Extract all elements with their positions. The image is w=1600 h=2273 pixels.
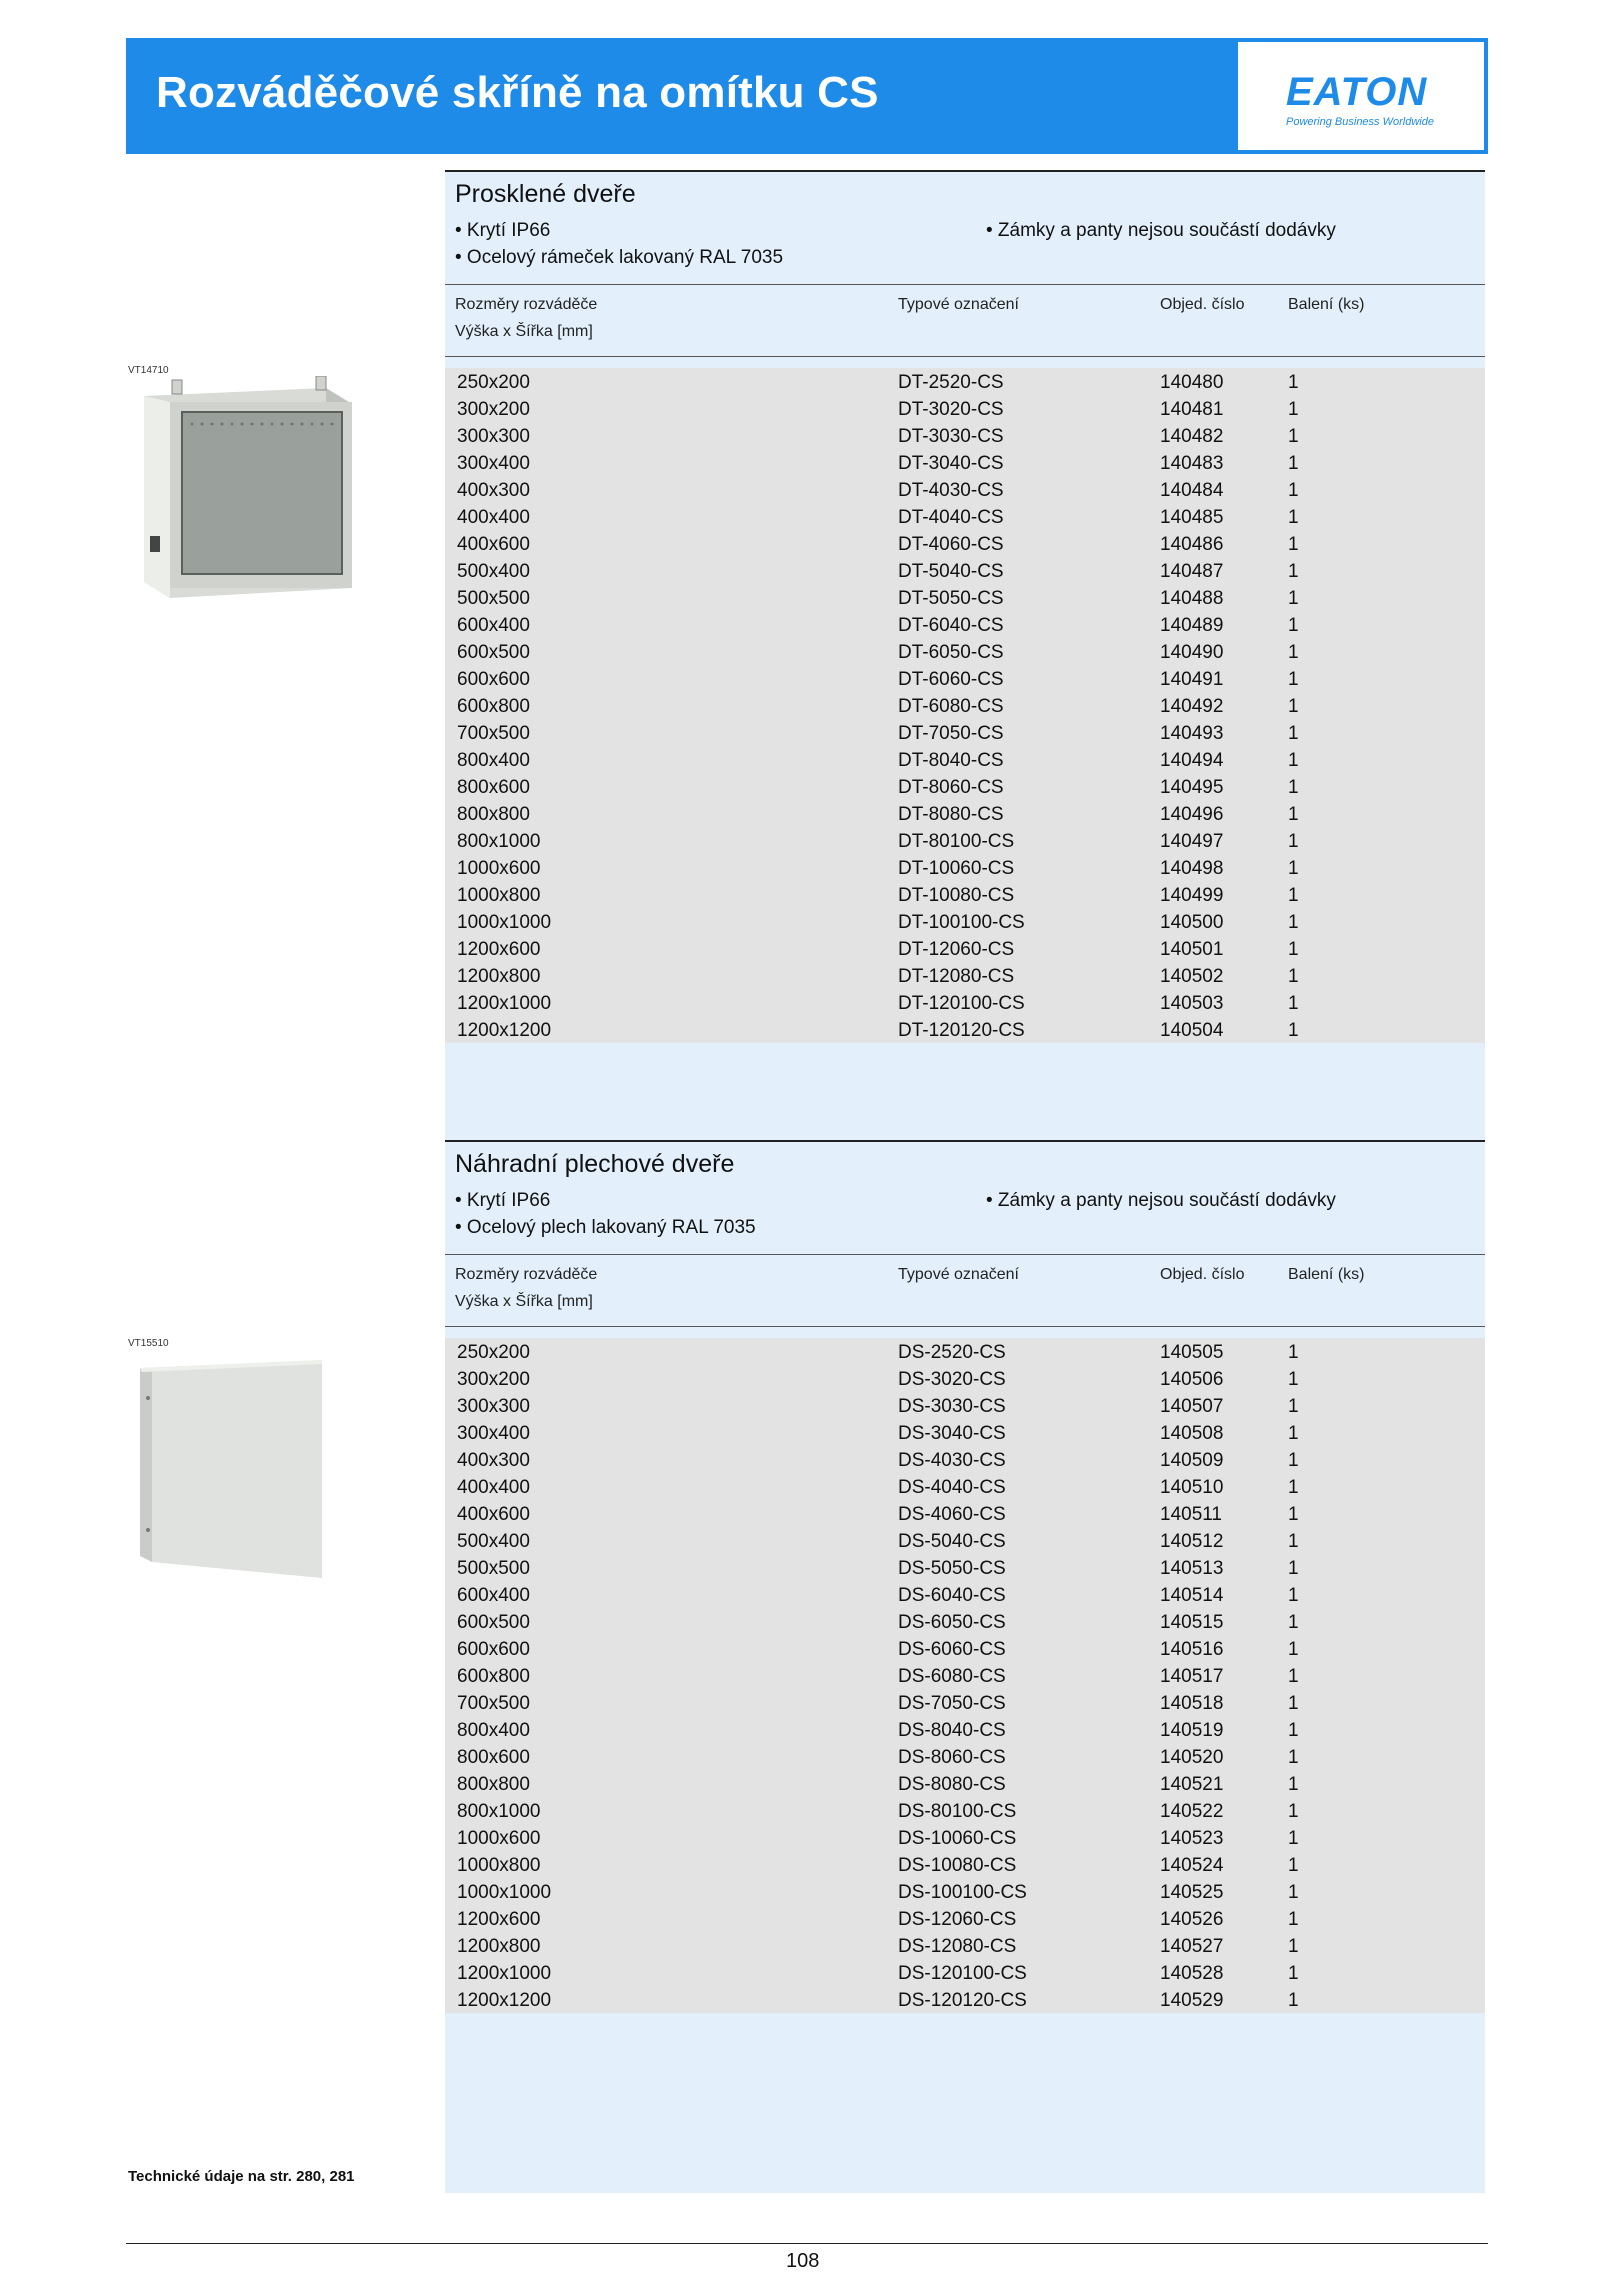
type-designation-cell: DT-10080-CS — [898, 885, 1015, 906]
table-row — [445, 1959, 1485, 1986]
packaging-cell: 1 — [1288, 1504, 1299, 1525]
packaging-cell: 1 — [1288, 615, 1299, 636]
packaging-cell: 1 — [1288, 966, 1299, 987]
dimension-cell: 800x1000 — [457, 831, 541, 852]
packaging-cell: 1 — [1288, 453, 1299, 474]
dimension-cell: 300x300 — [457, 426, 530, 447]
dimension-cell: 1000x800 — [457, 1855, 541, 1876]
feature-bullet: • Zámky a panty nejsou součástí dodávky — [986, 1190, 1336, 1211]
dimension-cell: 400x400 — [457, 1477, 530, 1498]
type-designation-cell: DS-4060-CS — [898, 1504, 1006, 1525]
order-number-cell: 140505 — [1160, 1342, 1224, 1363]
table-row — [445, 638, 1485, 665]
feature-bullet: • Ocelový rámeček lakovaný RAL 7035 — [455, 247, 784, 268]
dimension-cell: 1200x800 — [457, 966, 541, 987]
dimension-cell: 800x800 — [457, 804, 530, 825]
type-designation-cell: DT-8080-CS — [898, 804, 1004, 825]
order-number-cell: 140516 — [1160, 1639, 1224, 1660]
order-number-cell: 140486 — [1160, 534, 1224, 555]
order-number-cell: 140523 — [1160, 1828, 1224, 1849]
divider — [445, 356, 1485, 357]
dimension-cell: 400x300 — [457, 1450, 530, 1471]
type-designation-cell: DS-120100-CS — [898, 1963, 1027, 1984]
order-number-cell: 140487 — [1160, 561, 1224, 582]
type-designation-cell: DS-3020-CS — [898, 1369, 1006, 1390]
type-designation-cell: DS-5040-CS — [898, 1531, 1006, 1552]
type-designation-cell: DT-4040-CS — [898, 507, 1004, 528]
type-designation-cell: DS-10080-CS — [898, 1855, 1017, 1876]
order-number-cell: 140522 — [1160, 1801, 1224, 1822]
table-row — [445, 1608, 1485, 1635]
section-sheet-doors — [445, 1140, 1485, 2193]
type-designation-cell: DT-6060-CS — [898, 669, 1004, 690]
packaging-cell: 1 — [1288, 1747, 1299, 1768]
dimension-cell: 250x200 — [457, 372, 530, 393]
table-row — [445, 1338, 1485, 1365]
table-row — [445, 1824, 1485, 1851]
section-title: Náhradní plechové dveře — [455, 1150, 735, 1178]
table-row — [445, 1016, 1485, 1043]
type-designation-cell: DS-6060-CS — [898, 1639, 1006, 1660]
footer-rule — [126, 2243, 1488, 2244]
dimension-cell: 1000x600 — [457, 1828, 541, 1849]
page-title: Rozváděčové skříně na omítku CS — [156, 68, 879, 117]
dimension-cell: 250x200 — [457, 1342, 530, 1363]
type-designation-cell: DS-5050-CS — [898, 1558, 1006, 1579]
packaging-cell: 1 — [1288, 1963, 1299, 1984]
table-row — [445, 1905, 1485, 1932]
order-number-cell: 140497 — [1160, 831, 1224, 852]
dimension-cell: 400x600 — [457, 534, 530, 555]
packaging-cell: 1 — [1288, 1855, 1299, 1876]
dimension-cell: 1000x1000 — [457, 1882, 552, 1903]
type-designation-cell: DS-100100-CS — [898, 1882, 1027, 1903]
packaging-cell: 1 — [1288, 588, 1299, 609]
type-designation-cell: DT-6080-CS — [898, 696, 1004, 717]
table-row — [445, 665, 1485, 692]
type-designation-cell: DT-8060-CS — [898, 777, 1004, 798]
type-designation-cell: DT-7050-CS — [898, 723, 1004, 744]
table-row — [445, 368, 1485, 395]
table-row — [445, 1419, 1485, 1446]
page-number: 108 — [786, 2250, 820, 2272]
dimension-cell: 500x500 — [457, 1558, 530, 1579]
packaging-cell: 1 — [1288, 642, 1299, 663]
order-number-cell: 140483 — [1160, 453, 1224, 474]
image-label: VT14710 — [128, 365, 169, 376]
table-row — [445, 881, 1485, 908]
feature-bullet: • Ocelový plech lakovaný RAL 7035 — [455, 1217, 756, 1238]
type-designation-cell: DT-3030-CS — [898, 426, 1004, 447]
order-number-cell: 140480 — [1160, 372, 1224, 393]
section-title: Prosklené dveře — [455, 180, 636, 208]
table-row — [445, 476, 1485, 503]
packaging-cell: 1 — [1288, 480, 1299, 501]
type-designation-cell: DT-2520-CS — [898, 372, 1004, 393]
dimension-cell: 600x800 — [457, 696, 530, 717]
dimension-cell: 1200x600 — [457, 1909, 541, 1930]
table-row — [445, 827, 1485, 854]
type-designation-cell: DS-3040-CS — [898, 1423, 1006, 1444]
order-number-cell: 140490 — [1160, 642, 1224, 663]
type-designation-cell: DS-3030-CS — [898, 1396, 1006, 1417]
table-row — [445, 935, 1485, 962]
packaging-cell: 1 — [1288, 534, 1299, 555]
packaging-cell: 1 — [1288, 750, 1299, 771]
order-number-cell: 140510 — [1160, 1477, 1224, 1498]
packaging-cell: 1 — [1288, 1801, 1299, 1822]
packaging-cell: 1 — [1288, 561, 1299, 582]
order-number-cell: 140526 — [1160, 1909, 1224, 1930]
logo-wordmark: EATON — [1286, 70, 1428, 114]
packaging-cell: 1 — [1288, 1990, 1299, 2011]
packaging-cell: 1 — [1288, 1774, 1299, 1795]
col-header-type: Typové označení — [898, 1266, 1019, 1283]
order-number-cell: 140508 — [1160, 1423, 1224, 1444]
type-designation-cell: DS-12060-CS — [898, 1909, 1017, 1930]
order-number-cell: 140504 — [1160, 1020, 1224, 1041]
order-number-cell: 140500 — [1160, 912, 1224, 933]
col-header-type: Typové označení — [898, 296, 1019, 313]
order-number-cell: 140493 — [1160, 723, 1224, 744]
dimension-cell: 1000x1000 — [457, 912, 552, 933]
dimension-cell: 300x200 — [457, 399, 530, 420]
divider — [445, 284, 1485, 285]
dimension-cell: 1000x600 — [457, 858, 541, 879]
table-row — [445, 800, 1485, 827]
table-row — [445, 1986, 1485, 2013]
order-number-cell: 140484 — [1160, 480, 1224, 501]
section-top-rule — [445, 170, 1485, 172]
table-row — [445, 1581, 1485, 1608]
type-designation-cell: DS-12080-CS — [898, 1936, 1017, 1957]
packaging-cell: 1 — [1288, 1828, 1299, 1849]
dimension-cell: 600x500 — [457, 1612, 530, 1633]
col-header-order-number: Objed. číslo — [1160, 296, 1245, 313]
order-number-cell: 140509 — [1160, 1450, 1224, 1471]
type-designation-cell: DT-5050-CS — [898, 588, 1004, 609]
order-number-cell: 140513 — [1160, 1558, 1224, 1579]
packaging-cell: 1 — [1288, 696, 1299, 717]
table-row — [445, 611, 1485, 638]
table-row — [445, 1716, 1485, 1743]
packaging-cell: 1 — [1288, 1585, 1299, 1606]
order-number-cell: 140525 — [1160, 1882, 1224, 1903]
packaging-cell: 1 — [1288, 1882, 1299, 1903]
dimension-cell: 400x300 — [457, 480, 530, 501]
order-number-cell: 140518 — [1160, 1693, 1224, 1714]
type-designation-cell: DT-5040-CS — [898, 561, 1004, 582]
table-row — [445, 854, 1485, 881]
dimension-cell: 500x400 — [457, 561, 530, 582]
product-table — [445, 368, 1485, 1043]
table-row — [445, 557, 1485, 584]
table-row — [445, 395, 1485, 422]
type-designation-cell: DS-120120-CS — [898, 1990, 1027, 2011]
type-designation-cell: DS-10060-CS — [898, 1828, 1017, 1849]
packaging-cell: 1 — [1288, 1396, 1299, 1417]
type-designation-cell: DT-120100-CS — [898, 993, 1025, 1014]
order-number-cell: 140514 — [1160, 1585, 1224, 1606]
order-number-cell: 140492 — [1160, 696, 1224, 717]
table-row — [445, 908, 1485, 935]
table-row — [445, 1932, 1485, 1959]
table-row — [445, 719, 1485, 746]
type-designation-cell: DT-4030-CS — [898, 480, 1004, 501]
dimension-cell: 1200x800 — [457, 1936, 541, 1957]
packaging-cell: 1 — [1288, 1020, 1299, 1041]
dimension-cell: 800x600 — [457, 777, 530, 798]
type-designation-cell: DS-8040-CS — [898, 1720, 1006, 1741]
divider — [445, 1254, 1485, 1255]
technical-data-note: Technické údaje na str. 280, 281 — [128, 2168, 355, 2185]
type-designation-cell: DS-7050-CS — [898, 1693, 1006, 1714]
table-row — [445, 1554, 1485, 1581]
packaging-cell: 1 — [1288, 912, 1299, 933]
table-row — [445, 530, 1485, 557]
order-number-cell: 140502 — [1160, 966, 1224, 987]
packaging-cell: 1 — [1288, 507, 1299, 528]
dimension-cell: 700x500 — [457, 723, 530, 744]
table-row — [445, 1797, 1485, 1824]
dimension-cell: 300x200 — [457, 1369, 530, 1390]
table-row — [445, 1635, 1485, 1662]
type-designation-cell: DS-2520-CS — [898, 1342, 1006, 1363]
order-number-cell: 140515 — [1160, 1612, 1224, 1633]
type-designation-cell: DT-3020-CS — [898, 399, 1004, 420]
packaging-cell: 1 — [1288, 858, 1299, 879]
type-designation-cell: DS-8060-CS — [898, 1747, 1006, 1768]
order-number-cell: 140488 — [1160, 588, 1224, 609]
dimension-cell: 400x400 — [457, 507, 530, 528]
type-designation-cell: DT-3040-CS — [898, 453, 1004, 474]
dimension-cell: 1000x800 — [457, 885, 541, 906]
col-header-order-number: Objed. číslo — [1160, 1266, 1245, 1283]
section-glazed-doors — [445, 170, 1485, 1140]
packaging-cell: 1 — [1288, 831, 1299, 852]
order-number-cell: 140495 — [1160, 777, 1224, 798]
col-header-dimensions: Rozměry rozváděče — [455, 296, 598, 313]
order-number-cell: 140519 — [1160, 1720, 1224, 1741]
table-row — [445, 1365, 1485, 1392]
type-designation-cell: DT-80100-CS — [898, 831, 1015, 852]
dimension-cell: 800x1000 — [457, 1801, 541, 1822]
dimension-cell: 1200x600 — [457, 939, 541, 960]
packaging-cell: 1 — [1288, 1639, 1299, 1660]
table-row — [445, 1473, 1485, 1500]
packaging-cell: 1 — [1288, 993, 1299, 1014]
table-row — [445, 1878, 1485, 1905]
dimension-cell: 600x600 — [457, 669, 530, 690]
type-designation-cell: DS-80100-CS — [898, 1801, 1017, 1822]
order-number-cell: 140496 — [1160, 804, 1224, 825]
packaging-cell: 1 — [1288, 426, 1299, 447]
dimension-cell: 600x500 — [457, 642, 530, 663]
dimension-cell: 400x600 — [457, 1504, 530, 1525]
type-designation-cell: DT-8040-CS — [898, 750, 1004, 771]
col-header-packaging: Balení (ks) — [1288, 1266, 1365, 1283]
dimension-cell: 600x800 — [457, 1666, 530, 1687]
order-number-cell: 140524 — [1160, 1855, 1224, 1876]
table-row — [445, 584, 1485, 611]
dimension-cell: 600x400 — [457, 615, 530, 636]
section-top-rule — [445, 1140, 1485, 1142]
dimension-cell: 500x500 — [457, 588, 530, 609]
order-number-cell: 140503 — [1160, 993, 1224, 1014]
logo-tagline: Powering Business Worldwide — [1286, 116, 1434, 128]
dimension-cell: 600x400 — [457, 1585, 530, 1606]
table-row — [445, 1392, 1485, 1419]
packaging-cell: 1 — [1288, 1720, 1299, 1741]
table-row — [445, 449, 1485, 476]
type-designation-cell: DS-6050-CS — [898, 1612, 1006, 1633]
dimension-cell: 1200x1200 — [457, 1990, 552, 2011]
feature-bullet: • Krytí IP66 — [455, 1190, 551, 1211]
packaging-cell: 1 — [1288, 1666, 1299, 1687]
type-designation-cell: DT-12080-CS — [898, 966, 1015, 987]
dimension-cell: 800x400 — [457, 750, 530, 771]
packaging-cell: 1 — [1288, 1450, 1299, 1471]
table-row — [445, 746, 1485, 773]
dimension-cell: 300x300 — [457, 1396, 530, 1417]
dimension-cell: 300x400 — [457, 453, 530, 474]
type-designation-cell: DT-6050-CS — [898, 642, 1004, 663]
packaging-cell: 1 — [1288, 804, 1299, 825]
order-number-cell: 140520 — [1160, 1747, 1224, 1768]
packaging-cell: 1 — [1288, 1693, 1299, 1714]
dimension-cell: 600x600 — [457, 1639, 530, 1660]
packaging-cell: 1 — [1288, 372, 1299, 393]
order-number-cell: 140485 — [1160, 507, 1224, 528]
dimension-cell: 1200x1000 — [457, 1963, 552, 1984]
sheet-door-image — [130, 1350, 330, 1580]
order-number-cell: 140512 — [1160, 1531, 1224, 1552]
type-designation-cell: DT-12060-CS — [898, 939, 1015, 960]
table-row — [445, 1500, 1485, 1527]
packaging-cell: 1 — [1288, 1531, 1299, 1552]
packaging-cell: 1 — [1288, 1477, 1299, 1498]
type-designation-cell: DS-4040-CS — [898, 1477, 1006, 1498]
table-row — [445, 1770, 1485, 1797]
table-row — [445, 1851, 1485, 1878]
order-number-cell: 140507 — [1160, 1396, 1224, 1417]
table-row — [445, 692, 1485, 719]
order-number-cell: 140499 — [1160, 885, 1224, 906]
order-number-cell: 140527 — [1160, 1936, 1224, 1957]
dimension-cell: 1200x1000 — [457, 993, 552, 1014]
packaging-cell: 1 — [1288, 1558, 1299, 1579]
image-label: VT15510 — [128, 1338, 169, 1349]
table-row — [445, 962, 1485, 989]
table-row — [445, 773, 1485, 800]
feature-bullet: • Krytí IP66 — [455, 220, 551, 241]
order-number-cell: 140529 — [1160, 1990, 1224, 2011]
dimension-cell: 700x500 — [457, 1693, 530, 1714]
order-number-cell: 140521 — [1160, 1774, 1224, 1795]
order-number-cell: 140494 — [1160, 750, 1224, 771]
packaging-cell: 1 — [1288, 1612, 1299, 1633]
dimension-cell: 1200x1200 — [457, 1020, 552, 1041]
type-designation-cell: DT-4060-CS — [898, 534, 1004, 555]
product-table — [445, 1338, 1485, 2013]
col-header-dimensions: Rozměry rozváděče — [455, 1266, 598, 1283]
order-number-cell: 140517 — [1160, 1666, 1224, 1687]
table-row — [445, 1527, 1485, 1554]
order-number-cell: 140489 — [1160, 615, 1224, 636]
dimension-cell: 800x600 — [457, 1747, 530, 1768]
type-designation-cell: DS-4030-CS — [898, 1450, 1006, 1471]
type-designation-cell: DT-6040-CS — [898, 615, 1004, 636]
order-number-cell: 140481 — [1160, 399, 1224, 420]
packaging-cell: 1 — [1288, 1936, 1299, 1957]
packaging-cell: 1 — [1288, 669, 1299, 690]
table-row — [445, 1743, 1485, 1770]
dimension-cell: 500x400 — [457, 1531, 530, 1552]
dimension-cell: 800x800 — [457, 1774, 530, 1795]
type-designation-cell: DS-6040-CS — [898, 1585, 1006, 1606]
packaging-cell: 1 — [1288, 1909, 1299, 1930]
type-designation-cell: DT-120120-CS — [898, 1020, 1025, 1041]
packaging-cell: 1 — [1288, 777, 1299, 798]
order-number-cell: 140491 — [1160, 669, 1224, 690]
packaging-cell: 1 — [1288, 885, 1299, 906]
eaton-logo — [1238, 42, 1484, 150]
table-row — [445, 1689, 1485, 1716]
packaging-cell: 1 — [1288, 1342, 1299, 1363]
packaging-cell: 1 — [1288, 723, 1299, 744]
divider — [445, 1326, 1485, 1327]
page-header — [126, 38, 1488, 154]
table-row — [445, 989, 1485, 1016]
glazed-door-enclosure-image — [130, 376, 358, 600]
packaging-cell: 1 — [1288, 939, 1299, 960]
type-designation-cell: DS-6080-CS — [898, 1666, 1006, 1687]
table-row — [445, 1446, 1485, 1473]
table-row — [445, 422, 1485, 449]
packaging-cell: 1 — [1288, 1423, 1299, 1444]
order-number-cell: 140528 — [1160, 1963, 1224, 1984]
order-number-cell: 140498 — [1160, 858, 1224, 879]
col-header-dimensions-sub: Výška x Šířka [mm] — [455, 323, 593, 340]
packaging-cell: 1 — [1288, 399, 1299, 420]
order-number-cell: 140506 — [1160, 1369, 1224, 1390]
order-number-cell: 140501 — [1160, 939, 1224, 960]
packaging-cell: 1 — [1288, 1369, 1299, 1390]
order-number-cell: 140482 — [1160, 426, 1224, 447]
col-header-packaging: Balení (ks) — [1288, 296, 1365, 313]
type-designation-cell: DS-8080-CS — [898, 1774, 1006, 1795]
dimension-cell: 800x400 — [457, 1720, 530, 1741]
dimension-cell: 300x400 — [457, 1423, 530, 1444]
type-designation-cell: DT-10060-CS — [898, 858, 1015, 879]
order-number-cell: 140511 — [1160, 1504, 1222, 1525]
col-header-dimensions-sub: Výška x Šířka [mm] — [455, 1293, 593, 1310]
table-row — [445, 1662, 1485, 1689]
feature-bullet: • Zámky a panty nejsou součástí dodávky — [986, 220, 1336, 241]
type-designation-cell: DT-100100-CS — [898, 912, 1025, 933]
table-row — [445, 503, 1485, 530]
